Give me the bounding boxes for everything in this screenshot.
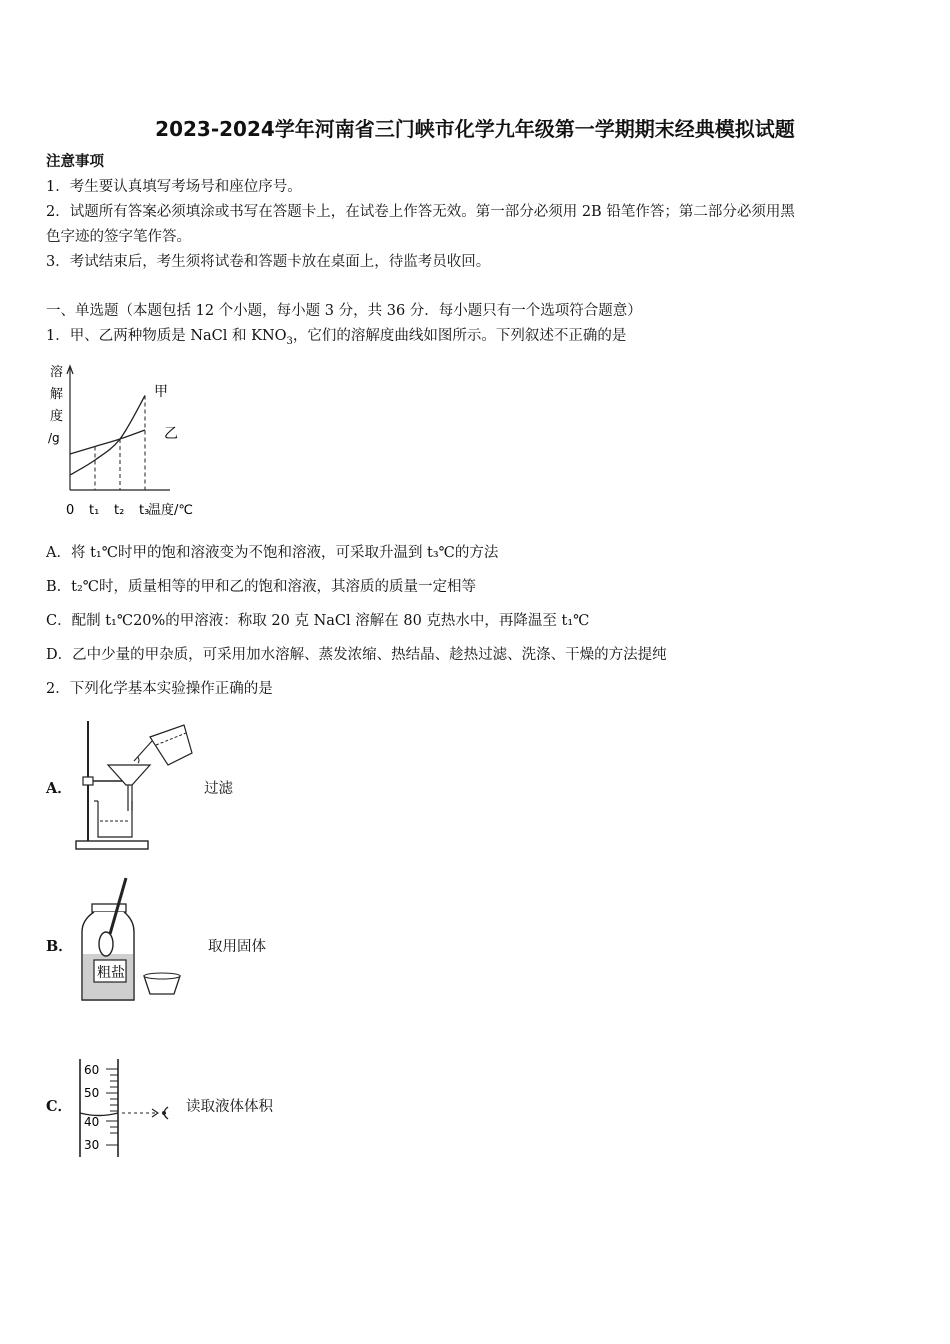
x-tick-origin: 0 [66,503,75,518]
y-axis-label-char-2: 解 [50,387,64,402]
question-1-stem [46,326,626,352]
question-2-option-a-caption: 过滤 [204,781,233,797]
question-2-stem: 2．下列化学基本实验操作正确的是 [46,681,273,697]
x-tick-t3: t₃ [139,503,150,518]
y-axis-label-char-4: /g [48,431,60,445]
x-axis-label: 温度/℃ [148,503,193,518]
notice-heading: 注意事项 [46,153,104,170]
page-title: 2023-2024学年河南省三门峡市化学九年级第一学期期末经典模拟试题 [155,117,795,141]
question-2-option-b-caption: 取用固体 [208,939,266,955]
solid-sampling-illustration [72,872,197,1007]
question-1-option-a: A．将 t₁℃时甲的饱和溶液变为不饱和溶液，可采取升温到 t₃℃的方法 [46,545,499,561]
question-1-option-b: B．t₂℃时，质量相等的甲和乙的饱和溶液，其溶质的质量一定相等 [46,579,477,595]
filtration-illustration [72,715,197,855]
cylinder-mark-50: 50 [84,1086,100,1100]
question-2-option-a-label: A． [46,780,72,797]
question-2-option-c-caption: 读取液体体积 [186,1099,273,1115]
question-1-stem-part-a: 1．甲、乙两种物质是 NaCl 和 KNO [46,328,287,344]
cylinder-mark-40: 40 [84,1115,100,1129]
series-line-jia [70,396,145,476]
notice-item-2: 2．试题所有答案必须填涂或书写在答题卡上，在试卷上作答无效。第一部分必须用 2B 铅笔作答；第二部分必须用黑 [46,204,795,220]
question-2-option-b-label: B． [46,938,73,955]
solubility-chart [40,360,220,525]
question-1-stem-subscript: 3 [286,335,293,347]
series-label-jia: 甲 [154,384,168,400]
y-axis-label-char-1: 溶 [50,365,64,380]
cylinder-mark-30: 30 [84,1138,100,1152]
notice-item-3: 3．考试结束后，考生须将试卷和答题卡放在桌面上，待监考员收回。 [46,254,491,270]
x-tick-t1: t₁ [89,503,100,518]
question-1-stem-part-b: ，它们的溶解度曲线如图所示。下列叙述不正确的是 [292,328,627,344]
series-label-yi: 乙 [164,426,178,442]
question-1-option-c: C．配制 t₁℃20%的甲溶液：称取 20 克 NaCl 溶解在 80 克热水中，再降温至 t₁℃ [46,613,590,629]
cylinder-mark-60: 60 [84,1063,100,1077]
graduated-cylinder-illustration [72,1055,182,1165]
notice-item-1: 1．考生要认真填写考场号和座位序号。 [46,179,302,195]
question-1-option-d: D．乙中少量的甲杂质，可采用加水溶解、蒸发浓缩、热结晶、趁热过滤、洗涤、干燥的方法提纯 [46,647,667,663]
question-2-option-c-label: C． [46,1098,73,1115]
y-axis-label-char-3: 度 [50,409,64,424]
x-tick-t2: t₂ [114,503,125,518]
section-heading: 一、单选题（本题包括 12 个小题，每小题 3 分，共 36 分．每小题只有一个选项符合题意） [46,303,642,319]
notice-item-2-continued: 色字迹的签字笔作答。 [46,229,191,245]
bottle-label: 粗盐 [97,965,125,981]
